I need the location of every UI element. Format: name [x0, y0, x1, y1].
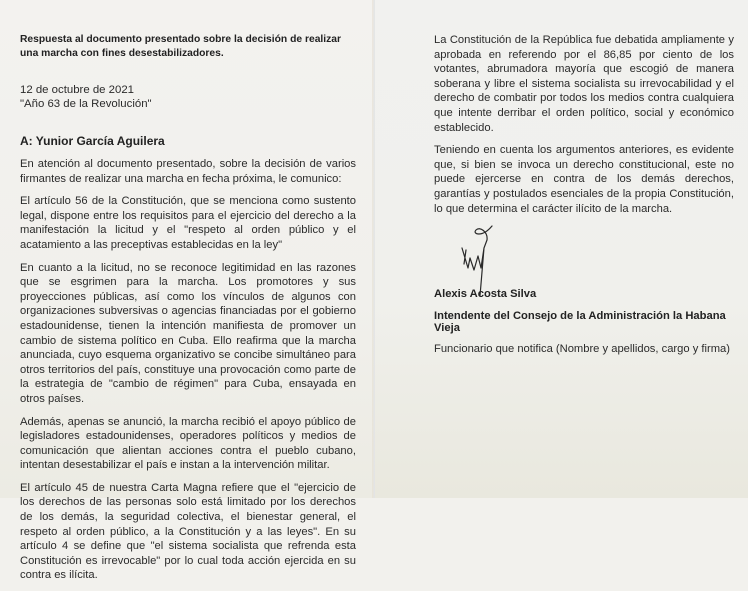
year-label: "Año 63 de la Revolución": [20, 98, 152, 110]
signer-note: Funcionario que notifica (Nombre y apellidos, cargo y firma): [434, 343, 730, 356]
right-body: [434, 33, 734, 216]
paragraph: La Constitución de la República fue debatida ampliamente y aprobada en referendo por el 86,85 por ciento de los votantes, abrumadora mayoría que escogió de manera soberana y libre el sistema socialista su irrevocabilidad y el derecho de combatir por todos los medios contra cualquiera que intente derribar el orden político, social y económico establecido.: [434, 34, 734, 134]
signature-icon: [454, 218, 502, 298]
document-date: 12 de octubre de 2021: [20, 84, 135, 96]
signer-name: Alexis Acosta Silva: [434, 288, 537, 301]
paragraph: Además, apenas se anunció, la marcha recibió el apoyo público de legisladores estadounidenses, operadores políticos y medios de comunicación que alientan acciones contra el pueblo cubano, intentan desestabilizar el país e instan a la intervención militar.: [20, 415, 356, 472]
signature-area: [434, 224, 734, 282]
right-page: [375, 0, 748, 498]
paragraph: En cuanto a la licitud, no se reconoce legitimidad en las razones que se esgrimen para la marcha. Los promotores y sus proyecciones públicas, así como los vínculos de algunos con organizaciones subversivas o agencias financiadas por el gobierno estadounidense, tienen la intención manifiesta de promover un cambio de sistema político en Cuba. Ello reafirma que la marcha anunciada, cuyo esquema organizativo se concibe simultáneo para otros territorios del país, constituye una provocación como parte de la estrategia de "cambio de régimen" para Cuba, ensayada en otros países.: [20, 261, 356, 405]
paragraph: Teniendo en cuenta los argumentos anteriores, es evidente que, si bien se invoca un derecho constitucional, este no puede ejercerse en contra de los demás derechos, garantías y postulados esenciales de la propia Constitución, lo que determina el carácter ilícito de la marcha.: [434, 144, 734, 215]
right-page-content: [434, 33, 734, 355]
recipient: A: Yunior García Aguilera: [20, 134, 165, 148]
paragraph: En atención al documento presentado, sobre la decisión de varios firmantes de realizar una marcha en fecha próxima, le comunico:: [20, 158, 356, 185]
paragraph: El artículo 45 de nuestra Carta Magna refiere que el "ejercicio de los derechos de las personas solo está limitado por los derechos de los demás, la seguridad colectiva, el bienestar general, el respeto al orden público, a la Constitución y a las leyes". En su artículo 4 se define que "el sistema socialista que refrenda esta Constitución es irrevocable" por lo cual toda acción ejercida en su contra es ilícita.: [20, 481, 356, 582]
left-body: [20, 157, 356, 583]
signer-title: Intendente del Consejo de la Administración la Habana Vieja: [434, 310, 726, 335]
left-page: [0, 0, 375, 582]
document-title: Respuesta al documento presentado sobre la decisión de realizar una marcha con fines desestabilizadores.: [20, 34, 342, 59]
paragraph: El artículo 56 de la Constitución, que se menciona como sustento legal, dispone entre los requisitos para el ejercicio del derecho a la manifestación la licitud y el "respeto al orden público y el acatamiento a las preceptivas establecidas en la ley": [20, 195, 356, 251]
left-page-content: [20, 33, 356, 591]
